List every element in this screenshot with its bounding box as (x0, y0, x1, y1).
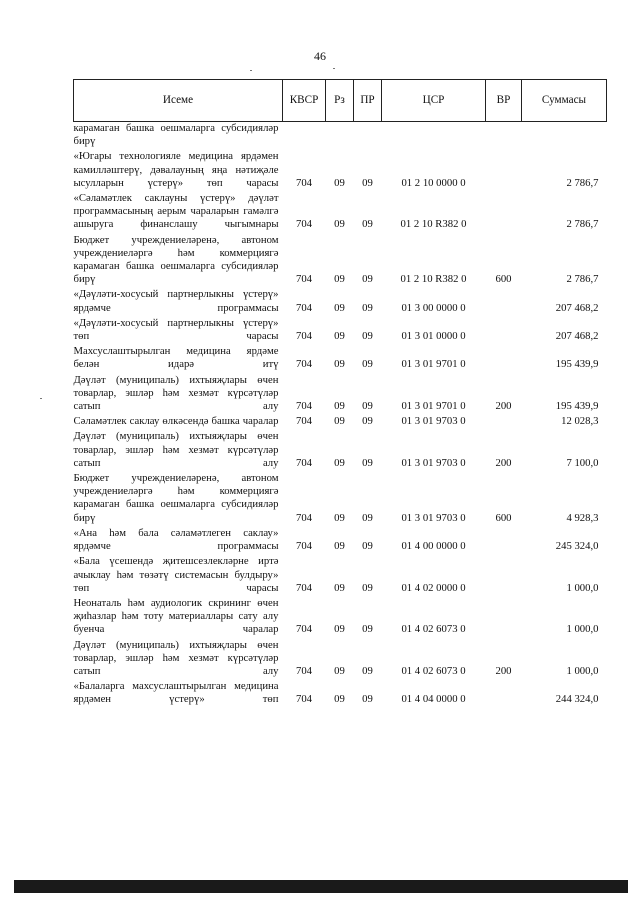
row-rz: 09 (334, 540, 345, 553)
row-csr (382, 122, 486, 151)
row-pr: 09 (362, 273, 373, 286)
row-rz: 09 (334, 273, 345, 286)
row-csr: 01 4 02 6073 0 (401, 623, 466, 636)
row-kvsr: 704 (295, 456, 313, 469)
row-sum: 1 000,0 (566, 623, 599, 636)
row-name: Неонаталь һәм аудиологик скрининг өчен җиһазлар һәм тоту материаллары сату алу буенча чаралар (73, 596, 279, 636)
row-name: «Дәүләти-хосусый партнерлыкны үстерү» ярдәмче программасы (73, 288, 279, 314)
row-sum: 2 786,7 (566, 218, 599, 231)
row-pr: 09 (362, 176, 373, 189)
row-csr: 01 3 01 9703 0 (401, 456, 466, 469)
table-row (74, 122, 607, 151)
row-pr: 09 (362, 415, 373, 428)
row-vr (486, 150, 522, 192)
row-rz (326, 122, 354, 151)
row-sum: 207 468,2 (555, 301, 599, 314)
row-kvsr: 704 (295, 358, 313, 371)
scan-speck (333, 68, 335, 69)
row-sum: 12 028,3 (561, 415, 599, 428)
row-pr: 09 (362, 400, 373, 413)
row-vr (486, 288, 522, 316)
table-header (74, 80, 607, 122)
row-csr: 01 4 04 0000 0 (401, 693, 466, 706)
table-row (74, 150, 607, 192)
row-vr (486, 317, 522, 345)
row-kvsr: 704 (295, 581, 313, 594)
scan-speck (250, 70, 252, 71)
row-csr: 01 3 01 9703 0 (401, 511, 466, 524)
row-name: «Ана һәм бала сәламәтлеген саклау» ярдәмче программасы (73, 526, 279, 553)
row-csr: 01 3 01 9703 0 (401, 415, 466, 428)
row-pr: 09 (362, 301, 373, 314)
row-name: «Югары технологияле медицина ярдәмен камилләштерү, дәвалауның яңа нәтиҗәле ысулларын үстерү» төп чарасы (73, 150, 279, 189)
row-csr: 01 3 01 9701 0 (401, 358, 466, 371)
row-vr: 200 (495, 400, 512, 413)
row-vr (486, 597, 522, 639)
row-pr: 09 (362, 218, 373, 231)
row-rz: 09 (334, 218, 345, 231)
row-pr: 09 (362, 358, 373, 371)
row-vr: 200 (495, 664, 512, 677)
row-pr (354, 122, 382, 151)
row-vr (486, 345, 522, 373)
row-csr: 01 3 01 9701 0 (401, 400, 466, 413)
row-kvsr: 704 (295, 218, 313, 231)
row-rz: 09 (334, 581, 345, 594)
row-vr: 200 (495, 456, 512, 469)
row-sum: 2 786,7 (566, 176, 599, 189)
row-rz: 09 (334, 511, 345, 524)
row-name: Бюджет учреждениеләренә, автоном учреждениеләргә һәм коммерциягә карамаган башка оешмаларга субсидияләр бирү (73, 472, 279, 524)
row-kvsr: 704 (295, 623, 313, 636)
row-name: Бюджет учреждениеләренә, автоном учреждениеләргә һәм коммерциягә карамаган башка оешмаларга субсидияләр бирү (73, 233, 279, 286)
row-name: «Балаларга махсуслаштырылган медицина ярдәмен үстерү» төп (73, 680, 279, 706)
row-name: «Сәламәтлек саклауны үстерү» дәүләт программасының аерым чараларын гамәлгә ашыруга финанслашу чыгымнары (73, 192, 279, 231)
row-kvsr: 704 (295, 511, 313, 524)
row-csr: 01 4 02 6073 0 (401, 664, 466, 677)
row-kvsr: 704 (295, 693, 313, 706)
table-row (74, 415, 607, 430)
row-pr: 09 (362, 664, 373, 677)
row-pr: 09 (362, 511, 373, 524)
row-kvsr: 704 (295, 301, 313, 314)
row-sum: 207 468,2 (555, 330, 599, 343)
table-row (74, 288, 607, 316)
budget-table (73, 79, 607, 709)
table-row (74, 597, 607, 639)
table-row (74, 527, 607, 555)
row-rz: 09 (334, 623, 345, 636)
row-sum: 1 000,0 (566, 581, 599, 594)
row-name: «Бала үсешендә җитешсезлекләрне иртә ачыклау һәм төзәтү системасын булдыру» төп чарасы (73, 555, 279, 594)
row-csr: 01 3 00 0000 0 (401, 301, 466, 314)
row-name: Дәүләт (муниципаль) ихтыяҗлары өчен товарлар, эшләр һәм хезмәт күрсәтүләр сатып алу (73, 373, 279, 413)
table-row (74, 374, 607, 416)
row-sum: 7 100,0 (566, 456, 599, 469)
row-pr: 09 (362, 540, 373, 553)
page-number: 46 (314, 49, 326, 63)
row-vr: 600 (495, 511, 512, 524)
row-rz: 09 (334, 330, 345, 343)
row-rz: 09 (334, 693, 345, 706)
table-row (74, 317, 607, 345)
row-sum: 2 786,7 (566, 273, 599, 286)
row-rz: 09 (334, 301, 345, 314)
table-row (74, 234, 607, 289)
header-kvsr: КВСР (283, 80, 326, 122)
table-row (74, 472, 607, 527)
table-body (74, 122, 607, 709)
row-pr: 09 (362, 581, 373, 594)
row-kvsr: 704 (295, 330, 313, 343)
row-kvsr: 704 (295, 176, 313, 189)
row-rz: 09 (334, 176, 345, 189)
scan-border-bar (14, 880, 628, 893)
row-vr (486, 527, 522, 555)
table-row (74, 192, 607, 234)
row-rz: 09 (334, 358, 345, 371)
row-vr (486, 192, 522, 234)
row-name: «Дәүләти-хосусый партнерлыкны үстерү» төп чарасы (73, 316, 279, 343)
row-vr: 600 (495, 273, 512, 286)
row-kvsr: 704 (295, 273, 313, 286)
header-name: Исеме (74, 80, 283, 122)
row-csr: 01 4 02 0000 0 (401, 581, 466, 594)
table-row (74, 345, 607, 373)
row-pr: 09 (362, 693, 373, 706)
row-pr: 09 (362, 456, 373, 469)
row-kvsr: 704 (295, 540, 313, 553)
table-row (74, 555, 607, 597)
header-rz: Рз (326, 80, 354, 122)
row-rz: 09 (334, 664, 345, 677)
row-kvsr (283, 122, 326, 151)
row-kvsr: 704 (295, 400, 313, 413)
row-name: Дәүләт (муниципаль) ихтыяҗлары өчен товарлар, эшләр һәм хезмәт күрсәтүләр сатып алу (73, 638, 279, 677)
row-kvsr: 704 (295, 664, 313, 677)
header-vr: ВР (486, 80, 522, 122)
row-csr: 01 2 10 R382 0 (400, 273, 467, 286)
table-row (74, 430, 607, 472)
row-rz: 09 (334, 456, 345, 469)
row-rz: 09 (334, 400, 345, 413)
row-sum: 245 324,0 (555, 540, 599, 553)
row-sum: 195 439,9 (555, 400, 599, 413)
row-sum: 244 324,0 (555, 693, 599, 706)
row-pr: 09 (362, 330, 373, 343)
row-rz: 09 (334, 415, 345, 428)
table-row (74, 639, 607, 681)
table-row (74, 680, 607, 708)
row-name: карамаган башка оешмаларга субсидияләр бирү (73, 122, 279, 148)
row-csr: 01 2 10 0000 0 (401, 176, 466, 189)
header-sum: Суммасы (522, 80, 607, 122)
row-vr (486, 555, 522, 597)
header-pr: ПР (354, 80, 382, 122)
row-sum (522, 122, 607, 151)
row-pr: 09 (362, 623, 373, 636)
row-csr: 01 4 00 0000 0 (401, 540, 466, 553)
row-name: Сәламәтлек саклау өлкәсендә башка чаралар (73, 415, 279, 428)
row-sum: 4 928,3 (566, 511, 599, 524)
row-vr (486, 415, 522, 430)
scan-speck (40, 398, 42, 399)
row-vr (486, 122, 522, 151)
row-name: Махсуслаштырылган медицина ярдәме белән идарә итү (73, 345, 279, 371)
row-csr: 01 2 10 R382 0 (400, 218, 467, 231)
row-sum: 1 000,0 (566, 664, 599, 677)
row-kvsr: 704 (295, 415, 313, 428)
row-sum: 195 439,9 (555, 358, 599, 371)
row-name: Дәүләт (муниципаль) ихтыяҗлары өчен товарлар, эшләр һәм хезмәт күрсәтүләр сатып алу (73, 430, 279, 469)
header-csr: ЦСР (382, 80, 486, 122)
row-csr: 01 3 01 0000 0 (401, 330, 466, 343)
row-vr (486, 680, 522, 708)
